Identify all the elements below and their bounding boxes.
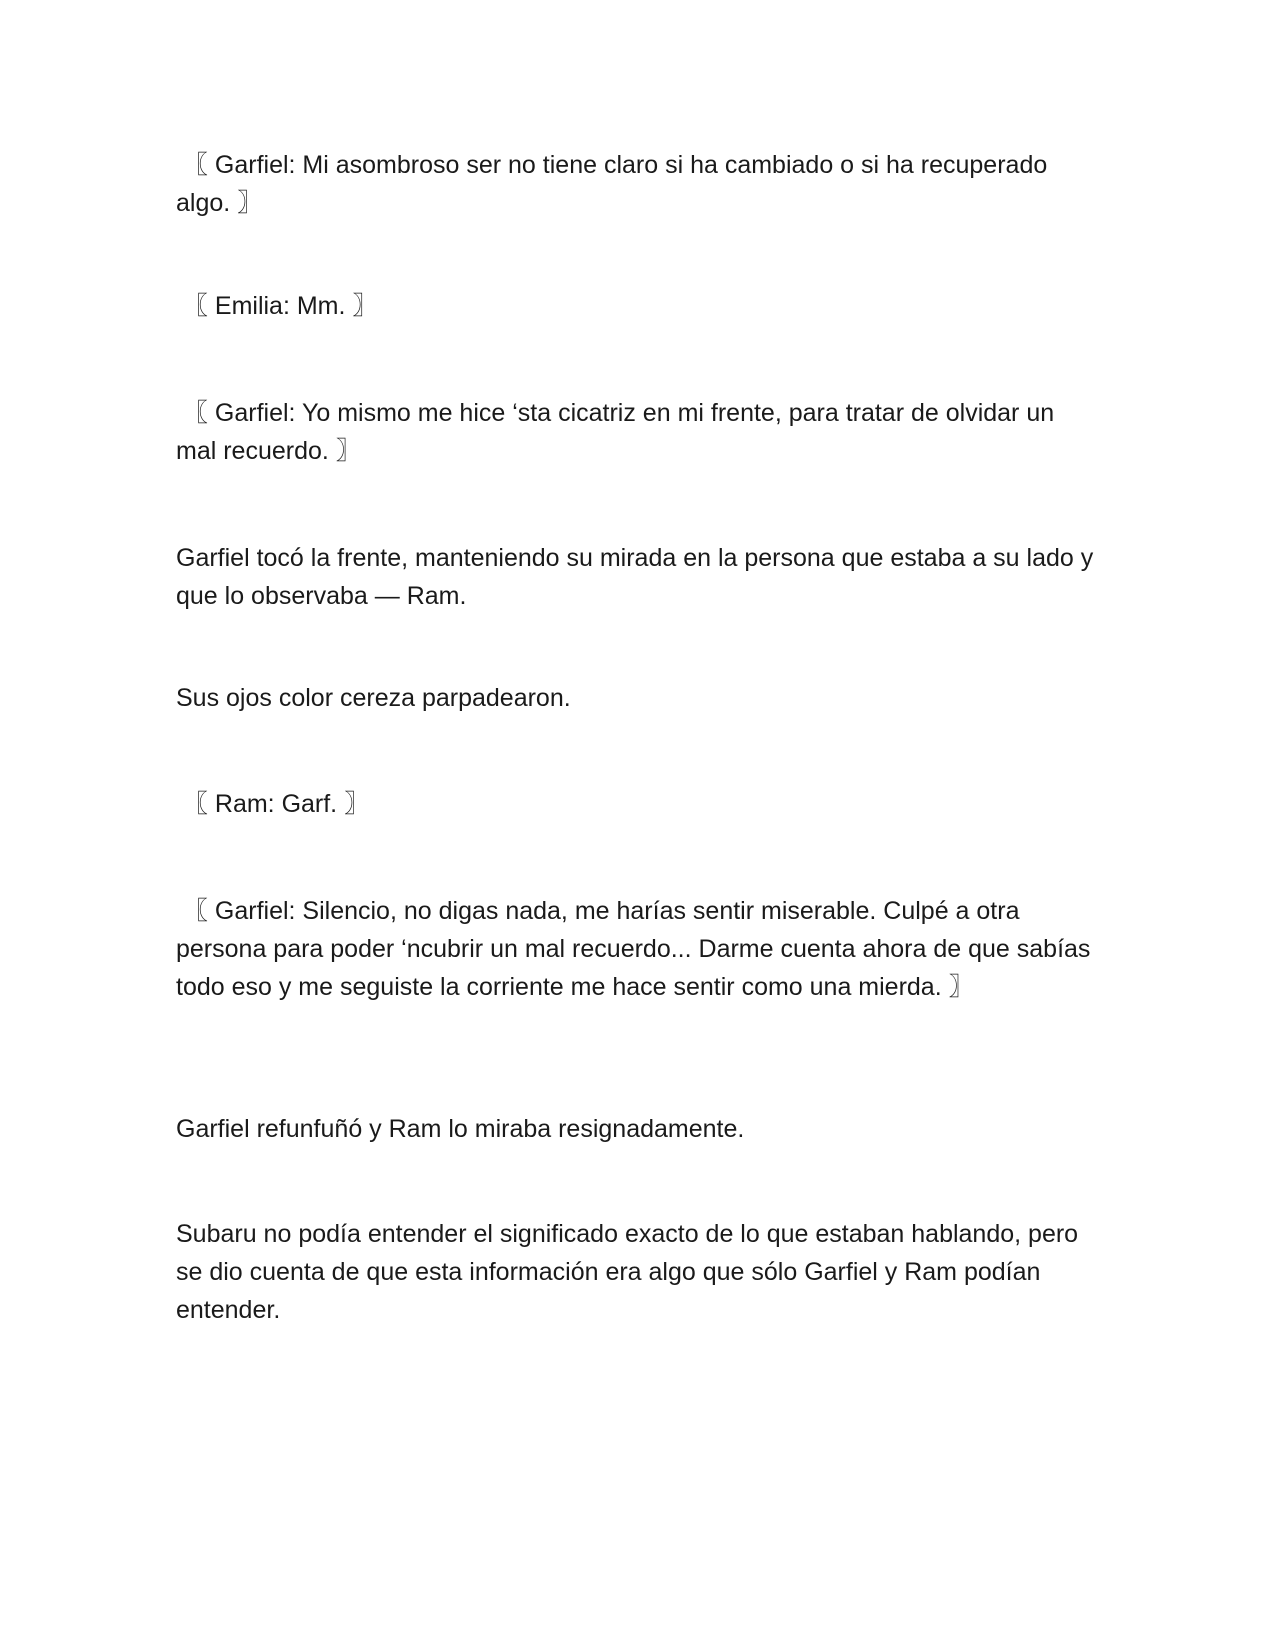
dialogue-garfiel-1: 〖 Garfiel: Mi asombroso ser no tiene claro si ha cambiado o si ha recuperado algo. 〗 [176,151,1048,217]
dialogue-ram: 〖 Ram: Garf. 〗 [176,790,370,818]
narration-2: Sus ojos color cereza parpadearon. [176,684,571,712]
narration-4: Subaru no podía entender el significado exacto de lo que estaban hablando, pero se dio cuenta de que esta información era algo que sólo Garfiel y Ram podían entender. [176,1220,1079,1324]
narration-3: Garfiel refunfuñó y Ram lo miraba resignadamente. [176,1115,745,1143]
dialogue-emilia: 〖 Emilia: Mm. 〗 [176,292,378,320]
narration-1: Garfiel tocó la frente, manteniendo su mirada en la persona que estaba a su lado y que lo observaba — Ram. [176,544,1094,610]
dialogue-garfiel-2: 〖 Garfiel: Yo mismo me hice ‘sta cicatriz en mi frente, para tratar de olvidar un mal recuerdo. 〗 [176,399,1055,465]
dialogue-garfiel-3: 〖 Garfiel: Silencio, no digas nada, me harías sentir miserable. Culpé a otra persona para poder ‘ncubrir un mal recuerdo... Darme cuenta ahora de que sabías todo eso y me seguiste la corriente me hace sentir como una mierda. 〗 [176,897,1091,1001]
